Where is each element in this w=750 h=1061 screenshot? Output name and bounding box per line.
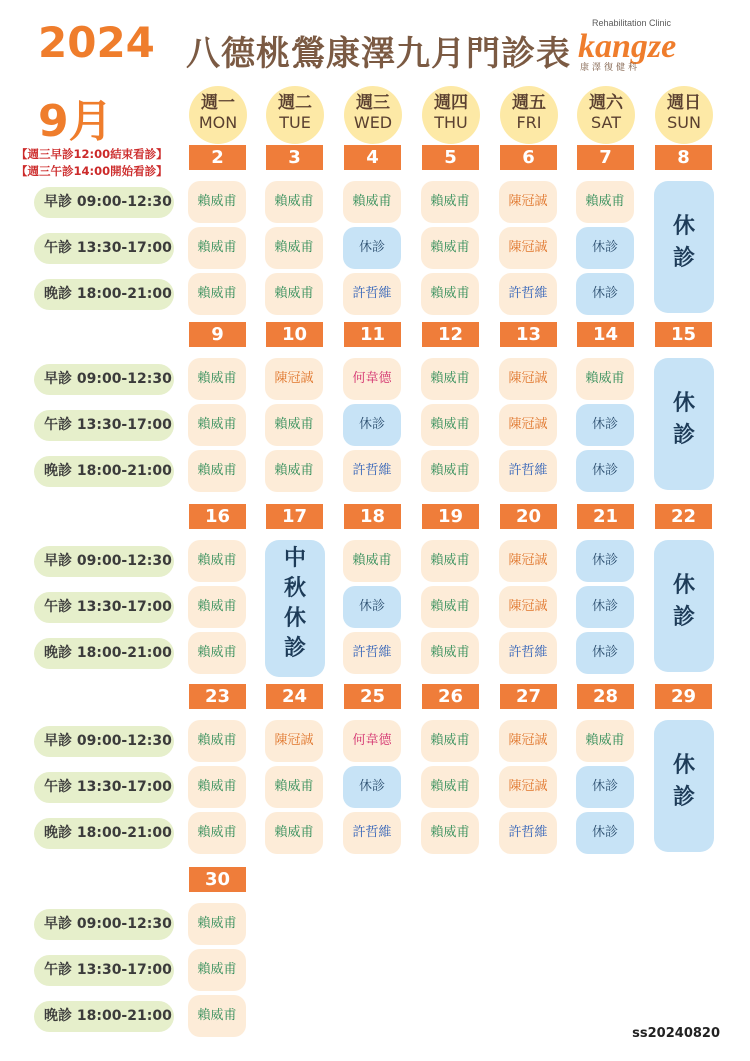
doctor-cell: 賴威甫 (188, 632, 246, 674)
holiday-closed-block (265, 540, 325, 677)
doctor-cell: 許哲維 (343, 812, 401, 854)
logo-subtitle: Rehabilitation Clinic (592, 18, 672, 28)
doctor-cell: 賴威甫 (421, 632, 479, 674)
closed-cell: 休診 (343, 766, 401, 808)
closed-cell: 休診 (576, 227, 634, 269)
doctor-cell: 賴威甫 (188, 720, 246, 762)
weekday-header (344, 86, 402, 144)
date-label: 7 (577, 145, 634, 170)
weekday-header (500, 86, 558, 144)
doctor-cell: 賴威甫 (188, 995, 246, 1037)
date-label: 29 (655, 684, 712, 709)
weekday-header (422, 86, 480, 144)
note-afternoon: 【週三午診14:00開始看診】 (16, 164, 168, 178)
closed-cell: 休診 (343, 586, 401, 628)
doctor-cell: 賴威甫 (188, 949, 246, 991)
doctor-cell: 賴威甫 (265, 812, 323, 854)
date-label: 14 (577, 322, 634, 347)
doctor-cell: 陳冠誠 (499, 227, 557, 269)
doctor-cell: 陳冠誠 (499, 404, 557, 446)
date-label: 9 (189, 322, 246, 347)
session-label: 晚診 18:00-21:00 (34, 1001, 174, 1032)
doctor-cell: 賴威甫 (421, 358, 479, 400)
session-label: 早診 09:00-12:30 (34, 726, 174, 757)
doctor-cell: 賴威甫 (576, 358, 634, 400)
session-label: 午診 13:30-17:00 (34, 233, 174, 264)
doctor-cell: 何韋德 (343, 358, 401, 400)
closed-cell: 休診 (576, 273, 634, 315)
closed-cell: 休診 (576, 766, 634, 808)
doctor-cell: 陳冠誠 (499, 766, 557, 808)
doctor-cell: 賴威甫 (188, 903, 246, 945)
sunday-closed-char: 休 (672, 214, 695, 239)
date-label: 15 (655, 322, 712, 347)
date-label: 25 (344, 684, 401, 709)
weekday-en: MON (198, 113, 238, 132)
weekday-en: TUE (279, 113, 311, 132)
month: 9月 (38, 96, 113, 147)
session-label: 早診 09:00-12:30 (34, 546, 174, 577)
note-morning: 【週三早診12:00結束看診】 (16, 147, 168, 161)
doctor-cell: 賴威甫 (188, 227, 246, 269)
doctor-cell: 賴威甫 (421, 766, 479, 808)
doctor-cell: 賴威甫 (421, 720, 479, 762)
doctor-cell: 賴威甫 (265, 273, 323, 315)
doctor-cell: 陳冠誠 (265, 358, 323, 400)
session-label: 早診 09:00-12:30 (34, 364, 174, 395)
doctor-cell: 賴威甫 (421, 540, 479, 582)
doctor-cell: 賴威甫 (188, 766, 246, 808)
session-label: 晚診 18:00-21:00 (34, 638, 174, 669)
weekday-zh: 週三 (356, 93, 390, 113)
document-code: ss20240820 (632, 1026, 720, 1041)
doctor-cell: 許哲維 (343, 273, 401, 315)
date-label: 30 (189, 867, 246, 892)
schedule-notes (16, 146, 184, 180)
holiday-char: 秋 (283, 576, 306, 601)
date-label: 2 (189, 145, 246, 170)
date-label: 10 (266, 322, 323, 347)
sunday-closed-char: 診 (672, 246, 695, 271)
doctor-cell: 賴威甫 (265, 404, 323, 446)
date-label: 19 (422, 504, 479, 529)
date-label: 5 (422, 145, 479, 170)
doctor-cell: 陳冠誠 (499, 358, 557, 400)
doctor-cell: 賴威甫 (265, 766, 323, 808)
date-label: 12 (422, 322, 479, 347)
date-label: 3 (266, 145, 323, 170)
doctor-cell: 許哲維 (499, 812, 557, 854)
sunday-closed-char: 診 (672, 423, 695, 448)
date-label: 28 (577, 684, 634, 709)
sunday-closed-char: 診 (672, 785, 695, 810)
logo-chinese: 康澤復健科 (580, 63, 641, 73)
weekday-header (577, 86, 635, 144)
session-label: 午診 13:30-17:00 (34, 772, 174, 803)
weekday-zh: 週四 (434, 93, 468, 113)
doctor-cell: 賴威甫 (265, 450, 323, 492)
holiday-char: 休 (283, 606, 306, 631)
doctor-cell: 許哲維 (343, 450, 401, 492)
session-label: 早診 09:00-12:30 (34, 187, 174, 218)
weekday-zh: 週五 (512, 93, 546, 113)
doctor-cell: 賴威甫 (188, 586, 246, 628)
date-label: 16 (189, 504, 246, 529)
logo-brand: kangze (578, 28, 677, 65)
doctor-cell: 賴威甫 (421, 227, 479, 269)
date-label: 22 (655, 504, 712, 529)
sunday-closed-char: 休 (672, 391, 695, 416)
doctor-cell: 賴威甫 (421, 450, 479, 492)
weekday-zh: 週一 (201, 93, 235, 113)
closed-cell: 休診 (343, 404, 401, 446)
date-label: 26 (422, 684, 479, 709)
sunday-closed-block (654, 720, 714, 852)
doctor-cell: 許哲維 (499, 450, 557, 492)
closed-cell: 休診 (576, 812, 634, 854)
sunday-closed-block (654, 181, 714, 313)
doctor-cell: 賴威甫 (188, 404, 246, 446)
weekday-en: THU (434, 113, 468, 132)
doctor-cell: 賴威甫 (188, 450, 246, 492)
closed-cell: 休診 (576, 540, 634, 582)
doctor-cell: 賴威甫 (576, 181, 634, 223)
doctor-cell: 陳冠誠 (499, 586, 557, 628)
closed-cell: 休診 (576, 450, 634, 492)
session-label: 午診 13:30-17:00 (34, 592, 174, 623)
weekday-en: FRI (516, 113, 542, 132)
date-label: 21 (577, 504, 634, 529)
doctor-cell: 賴威甫 (188, 358, 246, 400)
doctor-cell: 賴威甫 (343, 540, 401, 582)
doctor-cell: 賴威甫 (421, 812, 479, 854)
doctor-cell: 許哲維 (343, 632, 401, 674)
clinic-logo (578, 18, 748, 72)
holiday-char: 中 (283, 546, 306, 571)
date-label: 18 (344, 504, 401, 529)
weekday-header (266, 86, 324, 144)
doctor-cell: 賴威甫 (188, 540, 246, 582)
doctor-cell: 賴威甫 (576, 720, 634, 762)
doctor-cell: 賴威甫 (265, 181, 323, 223)
doctor-cell: 賴威甫 (421, 181, 479, 223)
page-title: 八德桃鶯康澤九月門診表 (186, 34, 571, 74)
closed-cell: 休診 (576, 586, 634, 628)
doctor-cell: 賴威甫 (421, 273, 479, 315)
date-label: 11 (344, 322, 401, 347)
weekday-header (189, 86, 247, 144)
doctor-cell: 陳冠誠 (499, 540, 557, 582)
doctor-cell: 賴威甫 (265, 227, 323, 269)
holiday-char: 診 (283, 636, 306, 661)
date-label: 6 (500, 145, 557, 170)
closed-cell: 休診 (576, 404, 634, 446)
weekday-header (655, 86, 713, 144)
date-label: 17 (266, 504, 323, 529)
session-label: 午診 13:30-17:00 (34, 955, 174, 986)
date-label: 23 (189, 684, 246, 709)
doctor-cell: 許哲維 (499, 273, 557, 315)
doctor-cell: 賴威甫 (188, 181, 246, 223)
doctor-cell: 賴威甫 (421, 586, 479, 628)
date-label: 4 (344, 145, 401, 170)
date-label: 20 (500, 504, 557, 529)
weekday-en: SUN (667, 113, 701, 132)
sunday-closed-char: 診 (672, 605, 695, 630)
doctor-cell: 陳冠誠 (265, 720, 323, 762)
date-label: 24 (266, 684, 323, 709)
sunday-closed-char: 休 (672, 753, 695, 778)
session-label: 晚診 18:00-21:00 (34, 279, 174, 310)
session-label: 晚診 18:00-21:00 (34, 456, 174, 487)
doctor-cell: 陳冠誠 (499, 720, 557, 762)
weekday-en: WED (353, 113, 393, 132)
date-label: 27 (500, 684, 557, 709)
weekday-zh: 週日 (667, 93, 701, 113)
doctor-cell: 賴威甫 (421, 404, 479, 446)
doctor-cell: 賴威甫 (188, 273, 246, 315)
doctor-cell: 賴威甫 (188, 812, 246, 854)
doctor-cell: 何韋德 (343, 720, 401, 762)
weekday-zh: 週六 (589, 93, 623, 113)
date-label: 8 (655, 145, 712, 170)
doctor-cell: 陳冠誠 (499, 181, 557, 223)
sunday-closed-char: 休 (672, 573, 695, 598)
session-label: 午診 13:30-17:00 (34, 410, 174, 441)
closed-cell: 休診 (576, 632, 634, 674)
sunday-closed-block (654, 358, 714, 490)
year: 2024 (38, 18, 155, 67)
session-label: 早診 09:00-12:30 (34, 909, 174, 940)
doctor-cell: 許哲維 (499, 632, 557, 674)
date-label: 13 (500, 322, 557, 347)
sunday-closed-block (654, 540, 714, 672)
session-label: 晚診 18:00-21:00 (34, 818, 174, 849)
doctor-cell: 賴威甫 (343, 181, 401, 223)
closed-cell: 休診 (343, 227, 401, 269)
weekday-zh: 週二 (278, 93, 312, 113)
weekday-en: SAT (591, 113, 621, 132)
